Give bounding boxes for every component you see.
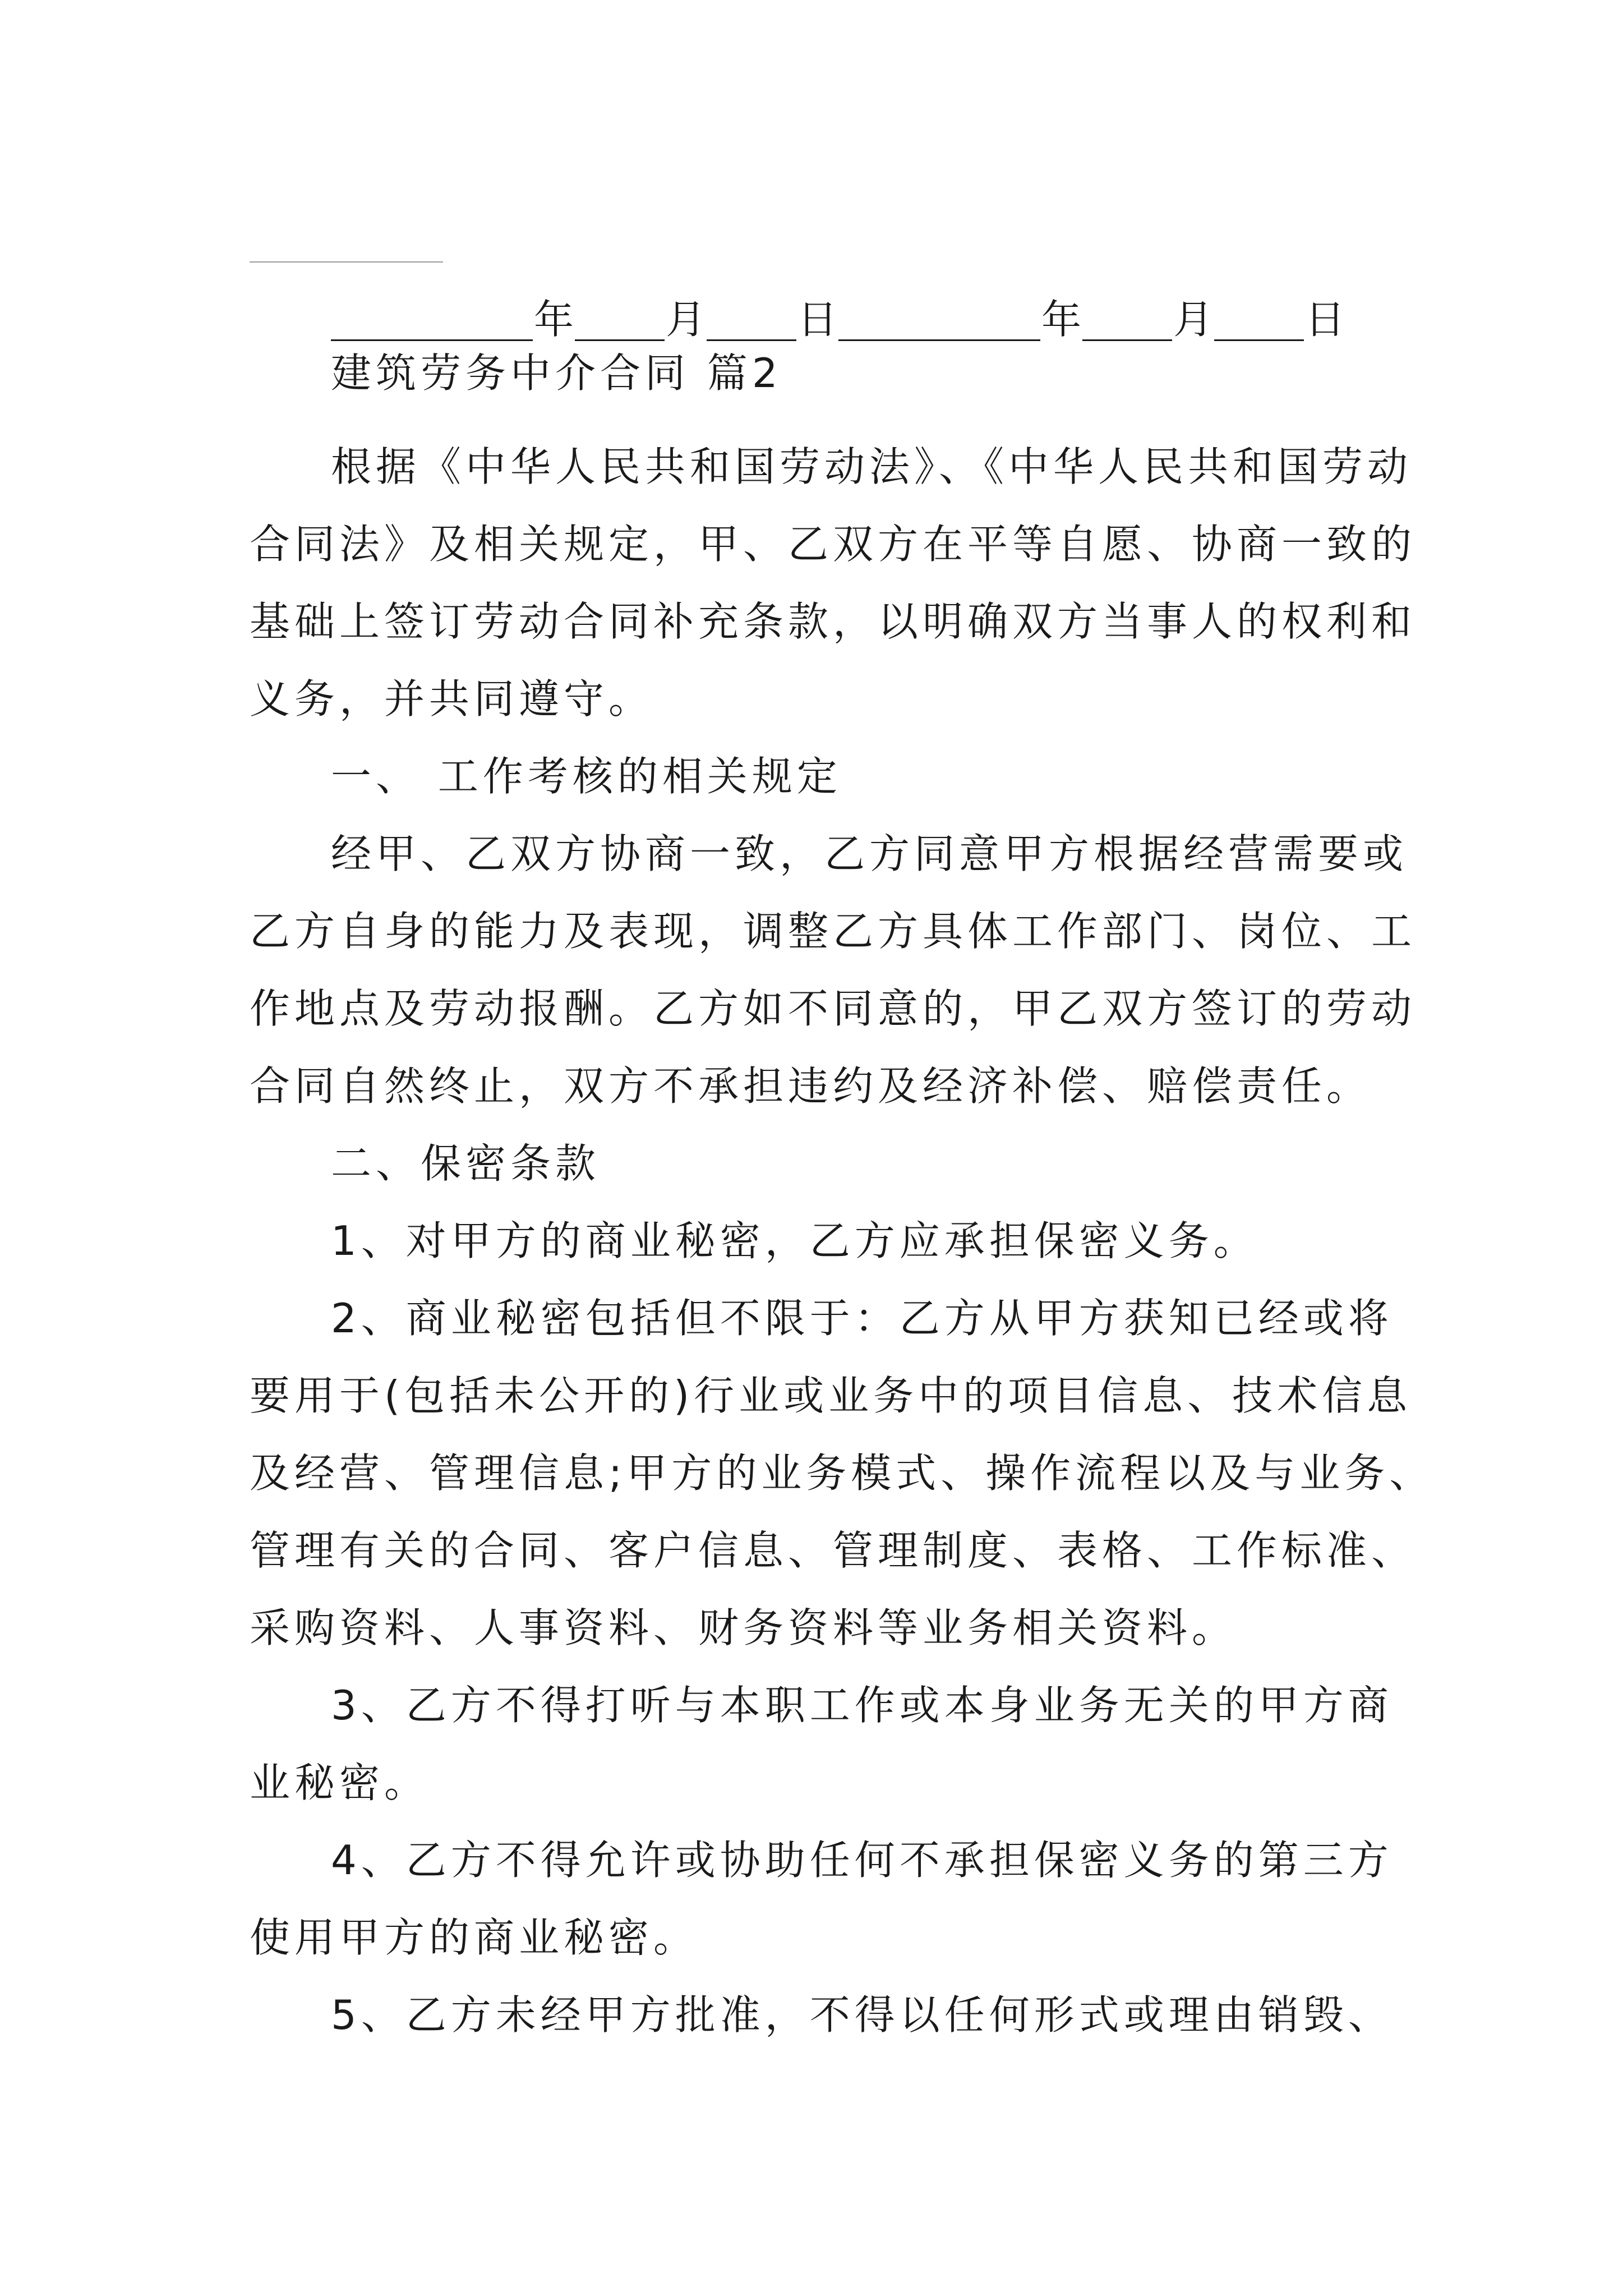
year-blank-2 (838, 299, 1040, 341)
assessment-paragraph-line-2: 乙方自身的能力及表现，调整乙方具体工作部门、岗位、工 (250, 908, 1417, 955)
clause-2-line-1: 2、商业秘密包括但不限于：乙方从甲方获知已经或将 (331, 1295, 1393, 1342)
clause-1-line-1: 1、对甲方的商业秘密，乙方应承担保密义务。 (331, 1217, 1258, 1264)
day-blank-1 (707, 299, 796, 341)
clause-4-line-1: 4、乙方不得允许或协助任何不承担保密义务的第三方 (331, 1837, 1393, 1884)
clause-4-line-2: 使用甲方的商业秘密。 (250, 1914, 699, 1961)
assessment-paragraph-line-3: 作地点及劳动报酬。乙方如不同意的，甲乙双方签订的劳动 (250, 985, 1417, 1032)
signature-date-line (331, 292, 1346, 348)
section-title: 建筑劳务中介合同 篇2 (331, 349, 782, 397)
top-divider-line (250, 261, 443, 263)
assessment-paragraph-line-4: 合同自然终止，双方不承担违约及经济补偿、赔偿责任。 (250, 1062, 1372, 1110)
intro-paragraph-line-3: 基础上签订劳动合同补充条款，以明确双方当事人的权利和 (250, 598, 1417, 645)
clause-2-line-2: 要用于(包括未公开的)行业或业务中的项目信息、技术信息 (250, 1372, 1412, 1419)
intro-paragraph-line-4: 义务，并共同遵守。 (250, 675, 654, 723)
assessment-paragraph-line-1: 经甲、乙双方协商一致，乙方同意甲方根据经营需要或 (331, 830, 1408, 877)
month-label-1: 月 (666, 296, 706, 343)
month-blank-1 (575, 299, 665, 341)
year-blank-1 (331, 299, 533, 341)
month-blank-2 (1082, 299, 1172, 341)
clause-2-line-4: 管理有关的合同、客户信息、管理制度、表格、工作标准、 (250, 1527, 1417, 1574)
intro-paragraph-line-1: 根据《中华人民共和国劳动法》、《中华人民共和国劳动 (331, 443, 1413, 490)
year-label-2: 年 (1041, 296, 1082, 343)
clause-5-line-1: 5、乙方未经甲方批准，不得以任何形式或理由销毁、 (331, 1991, 1393, 2039)
year-label-1: 年 (534, 296, 574, 343)
clause-2-line-5: 采购资料、人事资料、财务资料等业务相关资料。 (250, 1604, 1237, 1651)
month-label-2: 月 (1173, 296, 1214, 343)
day-label-2: 日 (1305, 296, 1345, 343)
heading-confidentiality: 二、保密条款 (331, 1140, 601, 1187)
intro-paragraph-line-2: 合同法》及相关规定，甲、乙双方在平等自愿、协商一致的 (250, 521, 1417, 568)
heading-assessment: 一、 工作考核的相关规定 (331, 753, 842, 800)
clause-3-line-1: 3、乙方不得打听与本职工作或本身业务无关的甲方商 (331, 1682, 1393, 1729)
clause-2-line-3: 及经营、管理信息;甲方的业务模式、操作流程以及与业务、 (250, 1450, 1435, 1497)
day-label-1: 日 (797, 296, 838, 343)
clause-3-line-2: 业秘密。 (250, 1759, 430, 1806)
day-blank-2 (1214, 299, 1304, 341)
